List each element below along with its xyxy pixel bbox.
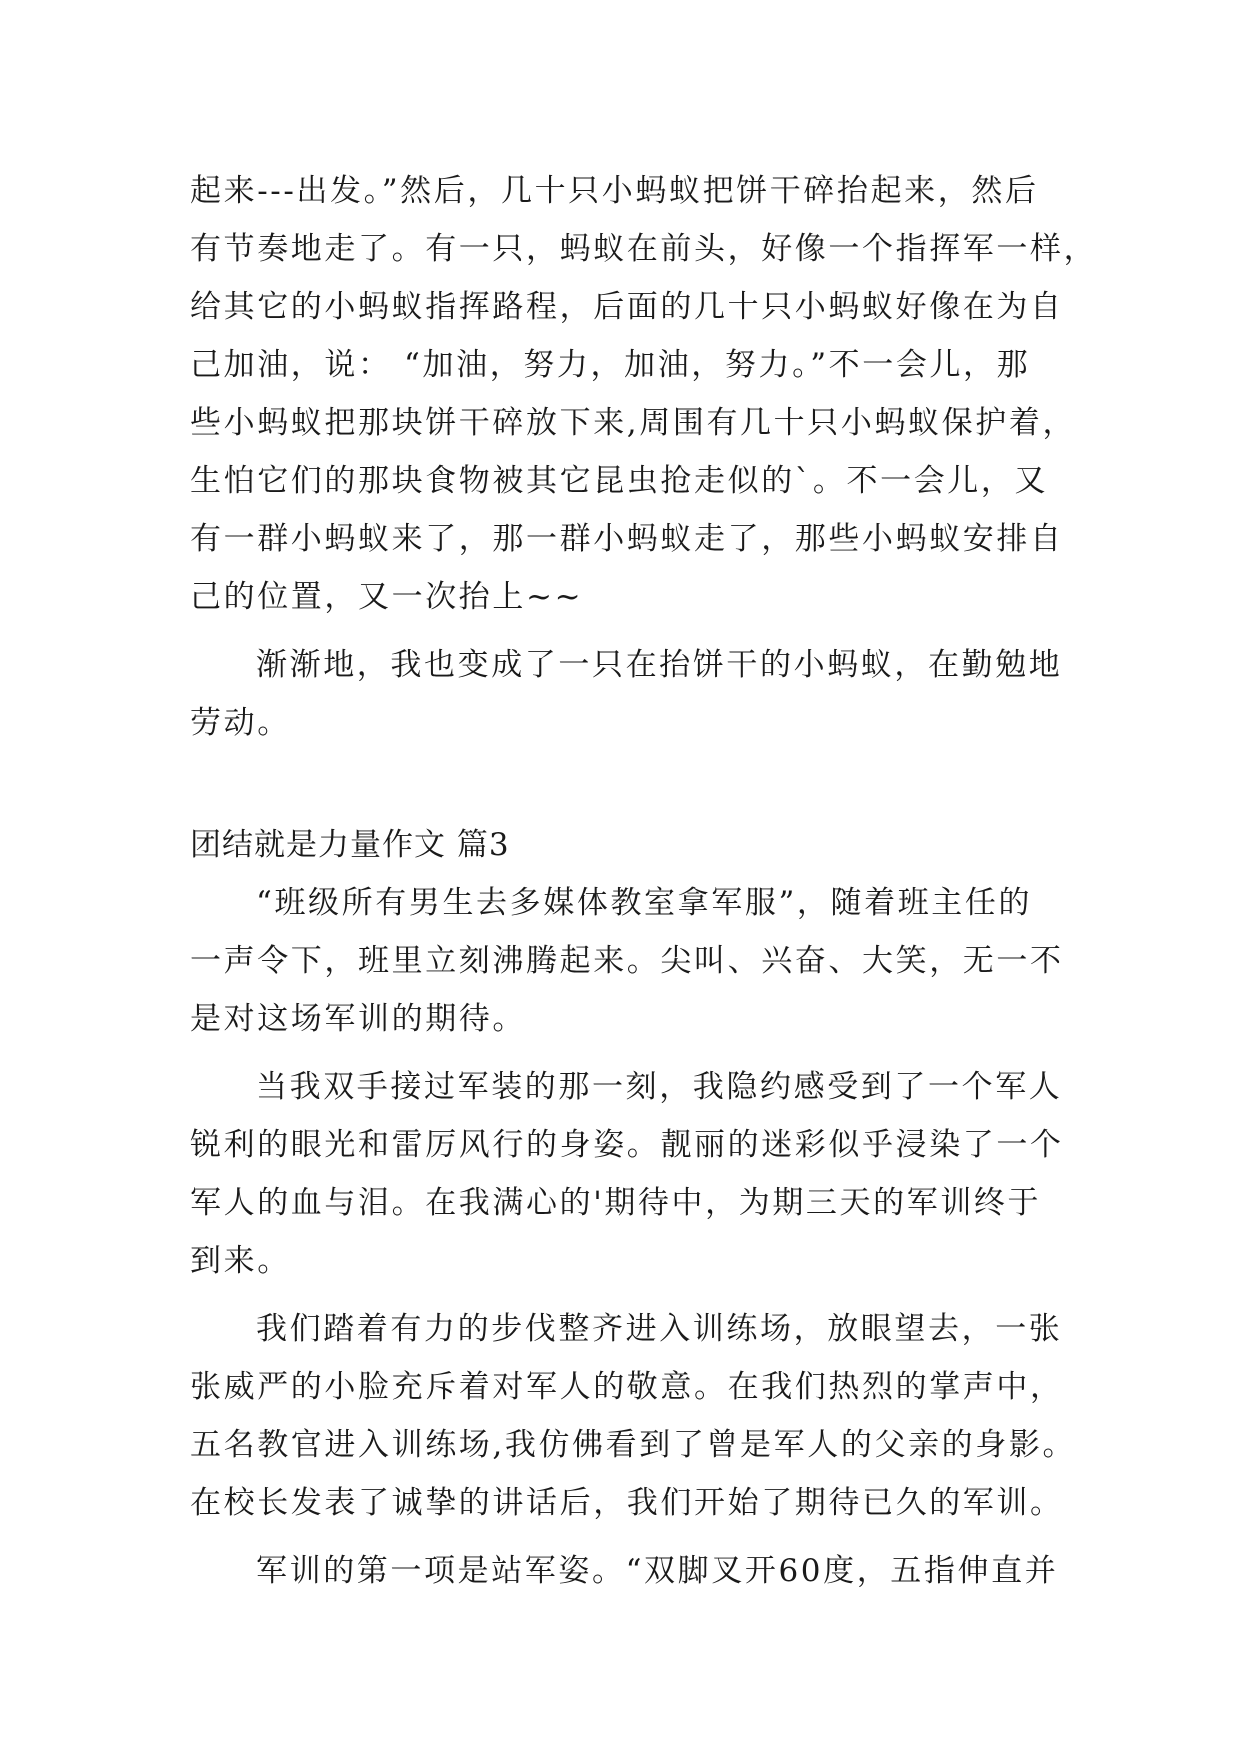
text-line: 起来---出发。”然后，几十只小蚂蚁把饼干碎抬起来，然后 xyxy=(190,173,1039,209)
paragraph-spacer xyxy=(190,1532,1060,1542)
section-spacer xyxy=(190,752,1060,816)
text-line: 是对这场军训的期待。 xyxy=(190,1001,526,1037)
text-line: 军人的血与泪。在我满心的'期待中，为期三天的军训终于 xyxy=(190,1185,1042,1221)
text-line: 到来。 xyxy=(190,1243,291,1279)
closing-paragraph xyxy=(190,636,1063,752)
continuation-paragraph xyxy=(190,162,1098,626)
paragraph-spacer xyxy=(190,1290,1060,1300)
text-line: 劳动。 xyxy=(190,705,291,741)
text-line: 己的位置，又一次抬上~~ xyxy=(190,579,584,615)
document-body xyxy=(190,162,1098,1600)
paragraph-spacer xyxy=(190,1048,1060,1058)
paragraph xyxy=(190,874,1064,1048)
text-line: 张威严的小脸充斥着对军人的敬意。在我们热烈的掌声中， xyxy=(190,1369,1064,1405)
text-line: 己加油，说： “加油，努力，加油，努力。”不一会儿，那 xyxy=(190,347,1031,383)
text-line: 给其它的小蚂蚁指挥路程，后面的几十只小蚂蚁好像在为自 xyxy=(190,289,1064,325)
text-line: 渐渐地，我也变成了一只在抬饼干的小蚂蚁，在勤勉地 xyxy=(256,647,1063,683)
text-line: 生怕它们的那块食物被其它昆虫抢走似的`。不一会儿，又 xyxy=(190,463,1049,499)
text-line: 五名教官进入训练场,我仿佛看到了曾是军人的父亲的身影。 xyxy=(190,1427,1077,1463)
text-line: 些小蚂蚁把那块饼干碎放下来,周围有几十只小蚂蚁保护着， xyxy=(190,405,1077,441)
text-line: 在校长发表了诚挚的讲话后，我们开始了期待已久的军训。 xyxy=(190,1485,1064,1521)
paragraph xyxy=(190,1542,1060,1600)
text-line: “班级所有男生去多媒体教室拿军服”，随着班主任的 xyxy=(256,885,1033,921)
section-heading: 团结就是力量作文 篇3 xyxy=(190,827,510,863)
text-line: 有节奏地走了。有一只，蚂蚁在前头，好像一个指挥军一样， xyxy=(190,231,1098,267)
paragraph xyxy=(190,1300,1077,1532)
text-line: 一声令下，班里立刻沸腾起来。尖叫、兴奋、大笑，无一不 xyxy=(190,943,1064,979)
text-line: 当我双手接过军装的那一刻，我隐约感受到了一个军人 xyxy=(256,1069,1063,1105)
text-line: 锐利的眼光和雷厉风行的身姿。靓丽的迷彩似乎浸染了一个 xyxy=(190,1127,1064,1163)
paragraph xyxy=(190,1058,1064,1290)
text-line: 军训的第一项是站军姿。“双脚叉开60度，五指伸直并 xyxy=(256,1553,1059,1589)
text-line: 有一群小蚂蚁来了，那一群小蚂蚁走了，那些小蚂蚁安排自 xyxy=(190,521,1064,557)
text-line: 我们踏着有力的步伐整齐进入训练场，放眼望去，一张 xyxy=(256,1311,1063,1347)
paragraph-spacer xyxy=(190,626,1060,636)
